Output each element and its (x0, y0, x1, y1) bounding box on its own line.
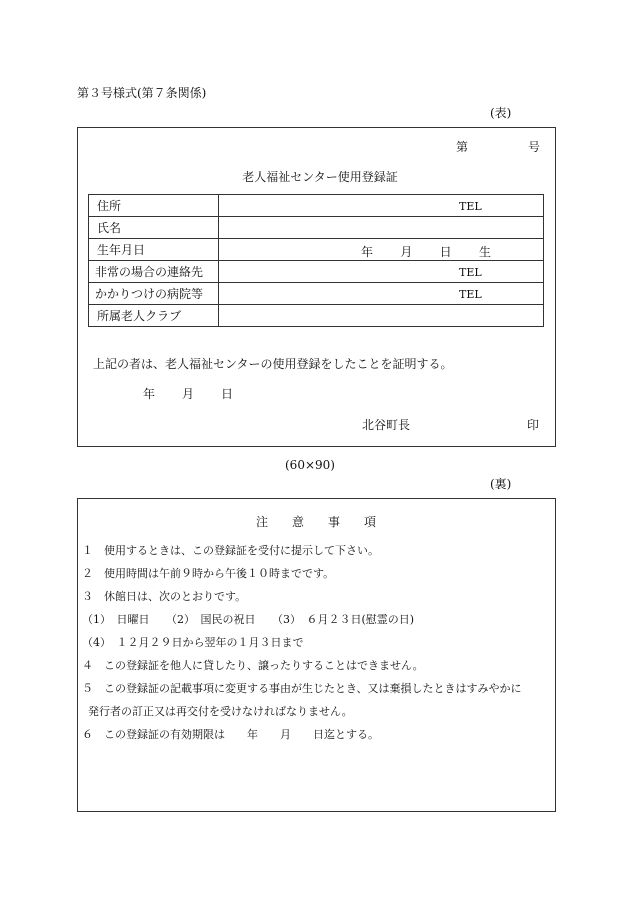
tel-label: TEL (459, 266, 482, 279)
note-item: （4） １２月２９日から翌年の１月３日まで (82, 636, 304, 649)
table-row (89, 261, 544, 283)
table-row (89, 217, 544, 239)
month-char: 月 (181, 387, 194, 401)
title-char: 注 (256, 515, 269, 529)
tel-label: TEL (459, 288, 482, 301)
born-char: 生 (478, 245, 491, 259)
seal-mark: 印 (527, 418, 540, 432)
note-item: １ 使用するときは、この登録証を受付に提示して下さい。 (82, 544, 379, 557)
title-char: 事 (327, 515, 340, 529)
card-title: 老人福祉センター使用登録証 (242, 170, 398, 184)
note-item: ５ この登録証の記載事項に変更する事由が生じたとき、又は棄損したときはすみやかに (82, 682, 522, 695)
address-label: 住所 (89, 195, 219, 217)
name-field[interactable] (219, 217, 544, 239)
number-prefix: 第 (456, 140, 469, 154)
birthdate-field[interactable] (219, 239, 544, 261)
note-item: ６ この登録証の有効期限は 年 月 日迄とする。 (82, 728, 379, 741)
table-row (89, 239, 544, 261)
front-side-label: (表) (490, 106, 512, 120)
issuer-name: 北谷町長 (362, 418, 411, 432)
table-row (89, 305, 544, 327)
note-item: ２ 使用時間は午前９時から午後１０時までです。 (82, 567, 335, 580)
issue-date (143, 387, 233, 401)
club-field[interactable] (219, 305, 544, 327)
note-item: ４ この登録証を他人に貸したり、譲ったりすることはできません。 (82, 659, 424, 672)
number-suffix: 号 (528, 140, 541, 154)
title-char: 項 (363, 515, 376, 529)
emergency-contact-label: 非常の場合の連絡先 (89, 261, 219, 283)
form-number-title: 第３号様式(第７条関係) (77, 86, 207, 100)
year-char: 年 (361, 245, 374, 259)
certification-text: 上記の者は、老人福祉センターの使用登録をしたことを証明する。 (93, 357, 453, 371)
birthdate-label: 生年月日 (89, 239, 219, 261)
note-item: （1） 日曜日 （2） 国民の祝日 （3） ６月２３日(慰霊の日) (82, 613, 415, 626)
name-label: 氏名 (89, 217, 219, 239)
day-char: 日 (220, 387, 233, 401)
tel-label: TEL (459, 200, 482, 213)
day-char: 日 (439, 245, 452, 259)
note-item: ３ 休館日は、次のとおりです。 (82, 590, 247, 603)
table-row (89, 283, 544, 305)
club-label: 所属老人クラブ (89, 305, 219, 327)
notes-title (256, 515, 376, 529)
back-side-label: (裏) (490, 477, 512, 491)
note-item: 発行者の訂正又は再交付を受けなければなりません。 (88, 705, 353, 718)
year-char: 年 (143, 387, 156, 401)
card-size-label: (60×90) (285, 458, 335, 472)
address-field[interactable] (219, 195, 544, 217)
table-row (89, 195, 544, 217)
registration-table (88, 194, 544, 327)
notes-list (82, 544, 522, 751)
hospital-field[interactable] (219, 283, 544, 305)
emergency-contact-field[interactable] (219, 261, 544, 283)
title-char: 意 (291, 515, 304, 529)
hospital-label: かかりつけの病院等 (89, 283, 219, 305)
month-char: 月 (400, 245, 413, 259)
